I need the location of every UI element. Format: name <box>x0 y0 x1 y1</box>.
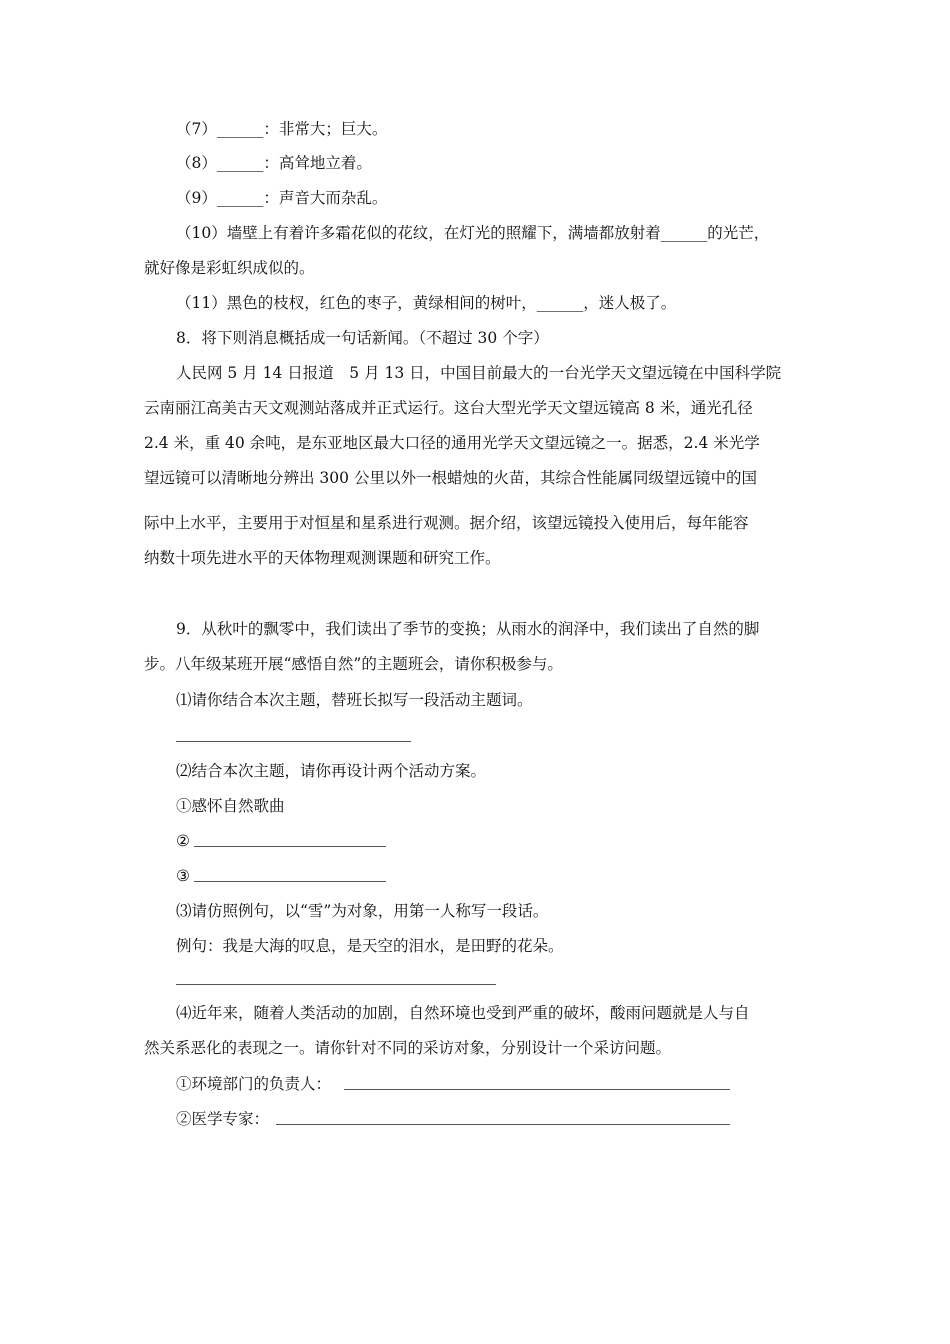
q7-item-9-prefix: （9）______： <box>176 189 279 207</box>
q9-sub-question-4-line-2: 然关系恶化的表现之一。请你针对不同的采访对象，分别设计一个采访问题。 <box>144 1039 672 1057</box>
q8-news-line-2: 云南丽江高美古天文观测站落成并正式运行。这台大型光学天文望远镜高 8 米，通光孔径 <box>144 399 753 417</box>
q9-interview-1-answer-line[interactable] <box>344 1089 730 1090</box>
q8-news-line-1: 人民网 5 月 14 日报道 5 月 13 日，中国目前最大的一台光学天文望远镜在中国科学院 <box>176 364 782 382</box>
q9-plan-2-label: ② <box>176 832 190 850</box>
q9-plan-3-label: ③ <box>176 867 190 885</box>
q9-sub-question-4-line-1: ⑷近年来，随着人类活动的加剧，自然环境也受到严重的破坏，酸雨问题就是人与自 <box>176 1004 750 1022</box>
q7-item-8-definition: 高耸地立着。 <box>278 154 372 172</box>
q9-interview-2-label: ②医学专家： <box>176 1110 270 1128</box>
q9-sub1-answer-line[interactable] <box>176 741 411 742</box>
q7-item-10-line-2: 就好像是彩虹织成似的。 <box>144 259 315 277</box>
q8-news-line-5: 际中上水平，主要用于对恒星和星系进行观测。据介绍，该望远镜投入使用后，每年能容 <box>144 514 749 532</box>
q7-item-7-prefix: （7）______： <box>176 120 279 138</box>
q9-interview-1-label: ①环境部门的负责人： <box>176 1075 332 1093</box>
q7-item-9 <box>176 186 387 210</box>
q8-news-line-4: 望远镜可以清晰地分辨出 300 公里以外一根蜡烛的火苗，其综合性能属同级望远镜中的国 <box>144 469 757 487</box>
q7-item-7-definition: 非常大；巨大。 <box>278 120 388 138</box>
q9-intro-line-2: 步。八年级某班开展“感悟自然”的主题班会，请你积极参与。 <box>144 655 563 673</box>
q7-item-9-definition: 声音大而杂乱。 <box>278 189 388 207</box>
q9-interview-2-answer-line[interactable] <box>276 1124 730 1125</box>
q7-item-10-line-1: （10）墙壁上有着许多霜花似的花纹，在灯光的照耀下，满墙都放射着______的光芒， <box>176 224 770 242</box>
q8-prompt: 8．将下则消息概括成一句话新闻。（不超过 30 个字） <box>176 329 549 347</box>
q7-item-8 <box>176 151 372 175</box>
q8-news-line-3: 2.4 米，重 40 余吨，是东亚地区最大口径的通用光学天文望远镜之一。据悉，2.4 米光学 <box>144 434 760 452</box>
q7-item-11: （11）黑色的枝杈，红色的枣子，黄绿相间的树叶，______，迷人极了。 <box>176 294 677 312</box>
q9-sub-question-3: ⑶请仿照例句，以“雪”为对象，用第一人称写一段话。 <box>176 902 549 920</box>
q9-sub-question-2: ⑵结合本次主题，请你再设计两个活动方案。 <box>176 762 487 780</box>
q7-item-8-prefix: （8）______： <box>176 154 279 172</box>
q9-plan-2-answer-line[interactable] <box>194 846 386 847</box>
q8-news-line-6: 纳数十项先进水平的天体物理观测课题和研究工作。 <box>144 549 501 567</box>
q7-item-7 <box>176 117 387 141</box>
q9-plan-3-answer-line[interactable] <box>194 881 386 882</box>
q9-sub3-answer-line[interactable] <box>176 984 496 985</box>
q9-intro-line-1: 9．从秋叶的飘零中，我们读出了季节的变换；从雨水的润泽中，我们读出了自然的脚 <box>176 620 760 638</box>
q9-plan-1: ①感怀自然歌曲 <box>176 797 285 815</box>
q9-example-sentence: 例句：我是大海的叹息，是天空的泪水，是田野的花朵。 <box>176 937 564 955</box>
q9-sub-question-1: ⑴请你结合本次主题，替班长拟写一段活动主题词。 <box>176 691 533 709</box>
